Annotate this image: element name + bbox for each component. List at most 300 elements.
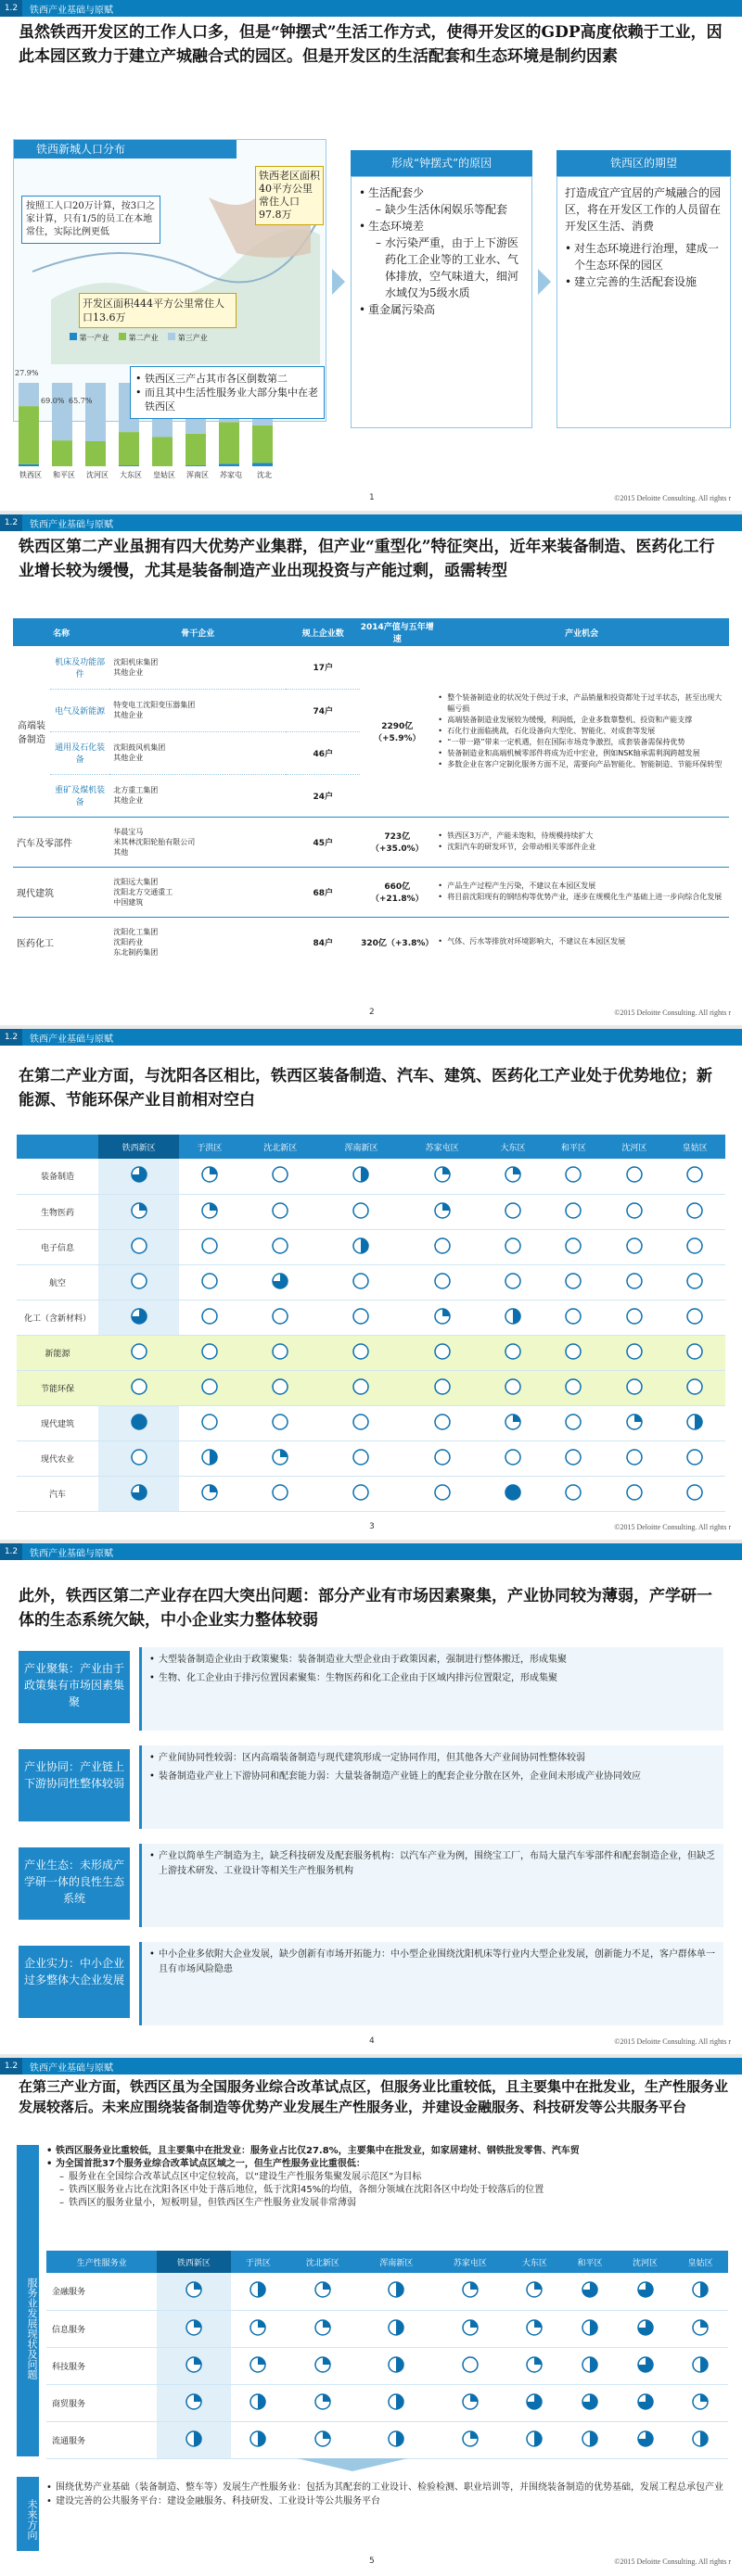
- matrix-cell: [321, 1370, 402, 1405]
- key-firms: 华晨宝马 米其林沈阳轮胎有限公司 其他: [113, 827, 196, 857]
- issue-row: [19, 1647, 723, 1736]
- harvey-ball-icon: [525, 2318, 544, 2337]
- matrix-cell: [482, 1229, 543, 1264]
- bar-segment: [85, 441, 106, 466]
- matrix-cell: [433, 2421, 506, 2458]
- matrix-cell: [402, 1335, 482, 1370]
- matrix-cell: [544, 1300, 604, 1335]
- slide-3: [0, 1029, 742, 1543]
- harvey-ball-icon: [352, 1272, 370, 1290]
- callout-old-district: 铁西老区面积40平方公里常住人口97.8万: [255, 166, 324, 225]
- matrix-cell: [665, 1440, 725, 1476]
- harvey-ball-icon: [504, 1448, 522, 1466]
- issue-body: [139, 1942, 723, 2025]
- harvey-ball-icon: [636, 2355, 655, 2374]
- harvey-ball-icon: [271, 1448, 289, 1466]
- reason-item: • 重金属污染高: [359, 301, 524, 318]
- harvey-ball-icon: [271, 1272, 289, 1290]
- reason-heading: 生活配套少: [368, 186, 425, 199]
- matrix-cell: [98, 1370, 179, 1405]
- table-row: [13, 817, 729, 867]
- harvey-ball-icon: [433, 1201, 452, 1220]
- harvey-ball-icon: [200, 1448, 219, 1466]
- matrix-cell: [544, 1476, 604, 1511]
- segment-name: 机床及功能部件: [55, 657, 106, 679]
- service-col-header: 和平区: [577, 2258, 603, 2268]
- matrix-cell: [98, 1159, 179, 1194]
- matrix-cell: [482, 1405, 543, 1440]
- harvey-ball-icon: [433, 1448, 452, 1466]
- issue-row: [19, 1844, 723, 1933]
- harvey-ball-icon: [685, 1237, 704, 1255]
- matrix-cell: [402, 1264, 482, 1300]
- slide-header-bar: [0, 1543, 742, 1560]
- harvey-ball-icon: [200, 1237, 219, 1255]
- harvey-ball-icon: [130, 1237, 148, 1255]
- matrix-cell: [360, 2273, 433, 2310]
- harvey-ball-icon: [691, 2392, 710, 2411]
- matrix-cell: [604, 1159, 664, 1194]
- matrix-cell: [240, 1370, 321, 1405]
- issue-label: 产业生态：未形成产学研一体的良性生态系统: [19, 1847, 130, 1920]
- map-header: 铁西新城人口分布: [14, 140, 237, 159]
- service-col-header: 于洪区: [245, 2258, 271, 2268]
- harvey-ball-icon: [433, 1307, 452, 1326]
- table-row: [17, 1405, 725, 1440]
- section-label: 铁西产业基础与原赋: [30, 6, 113, 16]
- data-label-0: 27.9%: [15, 369, 39, 377]
- harvey-ball-icon: [625, 1483, 644, 1502]
- harvey-ball-icon: [564, 1377, 582, 1396]
- harvey-ball-icon: [313, 2355, 332, 2374]
- matrix-cell: [321, 1229, 402, 1264]
- matrix-cell: [360, 2421, 433, 2458]
- bar-segment: [152, 438, 173, 467]
- arrow-icon: [332, 269, 345, 295]
- opportunity-item: • 产品生产过程产生污染，不建议在本园区发展: [438, 881, 725, 892]
- bar-segment: [219, 422, 239, 463]
- callout-commuters: 按照工人口20万计算，按3口之家计算，只有1/5的员工在本地常住，实际比例更低: [21, 196, 160, 244]
- table-row: [17, 1159, 725, 1194]
- harvey-ball-icon: [461, 2280, 480, 2299]
- matrix-cell: [402, 1229, 482, 1264]
- issue-bullet: • 产业以简单生产制造为主，缺乏科技研发及配套服务机构：以汽车产业为例，围绕宝工厂，布局大量汽车零部件和配套制造企业，但缺乏上游技术研发、工业设计等相关生产性服务机构: [149, 1849, 716, 1879]
- matrix-cell: [433, 2384, 506, 2421]
- matrix-cell: [433, 2310, 506, 2347]
- harvey-ball-icon: [504, 1307, 522, 1326]
- matrix-cell: [433, 2273, 506, 2310]
- harvey-ball-icon: [525, 2430, 544, 2448]
- harvey-ball-icon: [685, 1448, 704, 1466]
- matrix-cell: [240, 1300, 321, 1335]
- matrix-cell: [562, 2273, 618, 2310]
- opportunity-item: • 气体、污水等排放对环境影响大，不建议在本园区发展: [438, 936, 725, 947]
- harvey-ball-icon: [352, 1307, 370, 1326]
- key-firms: 特变电工沈阳变压器集团 其他企业: [113, 701, 196, 719]
- matrix-cell: [507, 2273, 563, 2310]
- firm-count: 74户: [313, 706, 334, 717]
- expectations-intro: 打造成宜产宜居的产城融合的园区，将在开发区工作的人员留在开发区生活、消费: [565, 186, 722, 233]
- service-col-header: 铁西新区: [157, 2251, 230, 2273]
- matrix-cell: [672, 2347, 728, 2384]
- harvey-ball-icon: [130, 1201, 148, 1220]
- harvey-ball-icon: [271, 1377, 289, 1396]
- matrix-cell: [665, 1194, 725, 1229]
- harvey-ball-icon: [185, 2318, 203, 2337]
- legend-swatch-primary: [70, 333, 77, 340]
- harvey-ball-icon: [525, 2355, 544, 2374]
- harvey-ball-icon: [271, 1483, 289, 1502]
- industry-table: [13, 618, 729, 967]
- bar-segment: [52, 383, 72, 440]
- harvey-ball-icon: [504, 1377, 522, 1396]
- category-label: 苏家屯: [220, 471, 242, 479]
- issue-bullet: • 产业间协同性较弱：区内高端装备制造与现代建筑形成一定协同作用，但其他各大产业间协同性整体较弱: [149, 1751, 716, 1766]
- matrix-cell: [665, 1229, 725, 1264]
- matrix-cell: [402, 1440, 482, 1476]
- harvey-ball-icon: [185, 2430, 203, 2448]
- matrix-cell: [482, 1194, 543, 1229]
- firm-count: 45户: [313, 838, 334, 848]
- page-number: 5: [369, 2557, 375, 2566]
- issues-list: [19, 1647, 723, 2040]
- harvey-ball-icon: [581, 2318, 599, 2337]
- district-header: 和平区: [560, 1143, 586, 1153]
- harvey-ball-icon: [433, 1342, 452, 1361]
- matrix-cell: [179, 1405, 239, 1440]
- harvey-ball-icon: [581, 2430, 599, 2448]
- district-header: 大东区: [500, 1143, 526, 1153]
- opportunities: [434, 867, 729, 917]
- bar-segment: [52, 440, 72, 466]
- harvey-ball-icon: [200, 1483, 219, 1502]
- harvey-ball-icon: [352, 1342, 370, 1361]
- reason-heading: 生态环境差: [368, 220, 425, 233]
- harvey-ball-icon: [433, 1413, 452, 1431]
- harvey-ball-icon: [271, 1165, 289, 1184]
- harvey-ball-icon: [504, 1165, 522, 1184]
- service-col-header: 生产性服务业: [76, 2258, 127, 2268]
- opportunity-item: • 整个装备制造业的状况处于供过于求，产品销量和投资都处于过半状态，甚至出现大幅亏损: [438, 692, 725, 715]
- harvey-ball-icon: [130, 1272, 148, 1290]
- harvey-ball-icon: [352, 1165, 370, 1184]
- table-row: [46, 2310, 728, 2347]
- chevron-down-icon: [297, 2458, 408, 2471]
- harvey-ball-icon: [200, 1307, 219, 1326]
- firm-count: 17户: [313, 664, 334, 674]
- slide-number: 1.2: [0, 1029, 22, 1046]
- harvey-ball-icon: [685, 1483, 704, 1502]
- opportunity-item: • 将目前沈阳现有的钢结构等优势产业，逐步在规模化生产基础上进一步向综合化发展: [438, 892, 725, 903]
- expectations-header: 铁西区的期望: [556, 150, 731, 176]
- table-row: [17, 1440, 725, 1476]
- table-row: [17, 1300, 725, 1335]
- matrix-cell: [604, 1405, 664, 1440]
- category-label: 大东区: [120, 471, 142, 479]
- matrix-cell: [360, 2310, 433, 2347]
- harvey-ball-icon: [387, 2318, 405, 2337]
- issue-label: 产业协同：产业链上下游协同性整体较弱: [19, 1749, 130, 1821]
- status-sub: – 铁西区服务业占比在沈阳各区中处于落后地位，低于沈阳45%的均值，各细分领域在沈阳各区中均处于较落后的位置: [59, 2184, 728, 2197]
- matrix-cell: [482, 1335, 543, 1370]
- harvey-ball-icon: [185, 2355, 203, 2374]
- harvey-ball-icon: [625, 1413, 644, 1431]
- matrix-cell: [321, 1335, 402, 1370]
- opportunity-item: • 沈阳汽车的研发环节，会带动相关零部件企业: [438, 842, 725, 853]
- issue-body: [139, 1844, 723, 1927]
- col-header: 规上企业数: [301, 628, 344, 639]
- copyright: ©2015 Deloitte Consulting. All rights r: [614, 1009, 731, 1017]
- harvey-ball-icon: [271, 1342, 289, 1361]
- matrix-cell: [562, 2310, 618, 2347]
- harvey-ball-icon: [691, 2430, 710, 2448]
- harvey-ball-icon: [200, 1201, 219, 1220]
- matrix-cell: [482, 1370, 543, 1405]
- matrix-cell: [286, 2347, 359, 2384]
- reason-sub: – 缺少生活休闲娱乐等配套: [376, 201, 524, 218]
- matrix-cell: [402, 1300, 482, 1335]
- matrix-cell: [665, 1405, 725, 1440]
- matrix-cell: [179, 1300, 239, 1335]
- matrix-cell: [98, 1335, 179, 1370]
- harvey-ball-icon: [685, 1413, 704, 1431]
- expectation-item: • 对生态环境进行治理，建成一个生态环保的园区: [565, 240, 723, 273]
- district-header: 浑南新区: [344, 1143, 378, 1153]
- matrix-cell: [240, 1405, 321, 1440]
- legend-swatch-tertiary: [168, 333, 175, 340]
- harvey-ball-icon: [249, 2430, 267, 2448]
- slide-number: 1.2: [0, 0, 22, 17]
- output-value: 320亿（+3.8%）: [361, 938, 434, 948]
- harvey-ball-icon: [352, 1201, 370, 1220]
- issue-body: [139, 1647, 723, 1731]
- bar-segment: [252, 463, 273, 466]
- harvey-ball-icon: [461, 2318, 480, 2337]
- matrix-cell: [240, 1159, 321, 1194]
- harvey-ball-icon: [564, 1448, 582, 1466]
- matrix-cell: [360, 2347, 433, 2384]
- col-header: 产业机会: [565, 628, 599, 639]
- harvey-ball-icon: [387, 2280, 405, 2299]
- harvey-ball-icon: [625, 1165, 644, 1184]
- group-name: 高端装备制造: [18, 720, 45, 745]
- status-item: • 为全国首批37个服务业综合改革试点区域之一，但生产性服务业比重很低：: [46, 2158, 728, 2171]
- slide-title: 在第三产业方面，铁西区虽为全国服务业综合改革试点区，但服务业比重较低，且主要集中在批发业，生产性服务业发展较落后。未来应围绕装备制造等优势产业发展生产性服务业，并建设金融服务、科技研发等公共服务平台: [19, 2078, 729, 2115]
- matrix-cell: [157, 2421, 230, 2458]
- matrix-cell: [286, 2384, 359, 2421]
- matrix-cell: [98, 1229, 179, 1264]
- district-header: 沈河区: [621, 1143, 647, 1153]
- table-row: [46, 2384, 728, 2421]
- slide-5: [0, 2058, 742, 2576]
- matrix-cell: [544, 1335, 604, 1370]
- col-header: 名称: [53, 628, 70, 639]
- matrix-cell: [482, 1476, 543, 1511]
- data-label-1: 69.0%: [41, 397, 65, 405]
- issue-bullet: • 中小企业多依附大企业发展，缺少创新有市场开拓能力：中小型企业围绕沈阳机床等行业内大型企业发展，创新能力不足，客户群体单一且有市场风险隐患: [149, 1948, 716, 1977]
- slide-header-bar: [0, 514, 742, 531]
- matrix-cell: [98, 1300, 179, 1335]
- category-label: 和平区: [53, 471, 75, 479]
- matrix-cell: [604, 1229, 664, 1264]
- segment-name: 汽车及零部件: [17, 838, 72, 849]
- output-value: 660亿（+21.8%）: [370, 882, 424, 904]
- matrix-cell: [402, 1194, 482, 1229]
- segment-name: 通用及石化装备: [55, 743, 106, 765]
- harvey-ball-icon: [352, 1413, 370, 1431]
- reasons-panel: [351, 150, 532, 428]
- matrix-cell: [98, 1476, 179, 1511]
- service-col-header: 浑南新区: [379, 2258, 414, 2268]
- col-header: 2014产值与五年增速: [360, 623, 434, 644]
- arrow-icon: [538, 269, 551, 295]
- note-box: [130, 366, 325, 419]
- matrix-cell: [240, 1476, 321, 1511]
- matrix-cell: [562, 2347, 618, 2384]
- service-label: 信息服务: [52, 2325, 86, 2335]
- section-label: 铁西产业基础与原赋: [30, 1549, 113, 1559]
- table-row: [46, 2421, 728, 2458]
- status-sub: – 服务业在全国综合改革试点区中定位较高，以“建设生产性服务集聚发展示范区”为目标: [59, 2171, 728, 2184]
- harvey-ball-icon: [504, 1413, 522, 1431]
- matrix-cell: [507, 2384, 563, 2421]
- industry-label: 现代建筑: [40, 1419, 74, 1429]
- opportunities: [434, 817, 729, 867]
- expectations-panel: [556, 150, 731, 428]
- harvey-ball-icon: [271, 1201, 289, 1220]
- table-row: [17, 1335, 725, 1370]
- harvey-ball-icon: [130, 1307, 148, 1326]
- matrix-cell: [360, 2384, 433, 2421]
- issue-body: [139, 1745, 723, 1829]
- matrix-cell: [672, 2384, 728, 2421]
- matrix-cell: [544, 1159, 604, 1194]
- harvey-ball-icon: [433, 1377, 452, 1396]
- matrix-cell: [402, 1159, 482, 1194]
- industry-label: 航空: [48, 1278, 66, 1288]
- industry-label: 装备制造: [40, 1173, 74, 1183]
- harvey-ball-icon: [525, 2392, 544, 2411]
- slide-title: 此外，铁西区第二产业存在四大突出问题：部分产业有市场因素聚集，产业协同较为薄弱，产学研一体的生态系统欠缺，中小企业实力整体较弱: [19, 1587, 712, 1630]
- matrix-cell: [321, 1264, 402, 1300]
- harvey-ball-icon: [504, 1483, 522, 1502]
- bar-segment: [252, 425, 273, 463]
- opportunities: [434, 646, 729, 817]
- harvey-ball-icon: [130, 1377, 148, 1396]
- harvey-ball-icon: [691, 2355, 710, 2374]
- harvey-ball-icon: [625, 1342, 644, 1361]
- bar-segment: [85, 383, 106, 441]
- copyright: ©2015 Deloitte Consulting. All rights r: [614, 2037, 731, 2046]
- service-label: 科技服务: [52, 2362, 86, 2372]
- slide-2: [0, 514, 742, 1029]
- matrix-cell: [562, 2384, 618, 2421]
- segment-name: 重矿及煤机装备: [55, 786, 106, 807]
- issue-row: [19, 1745, 723, 1834]
- harvey-ball-icon: [200, 1413, 219, 1431]
- matrix-cell: [482, 1300, 543, 1335]
- harvey-ball-icon: [433, 1165, 452, 1184]
- slide-title: 虽然铁西开发区的工作人口多，但是“钟摆式”生活工作方式，使得开发区的GDP高度依赖于工业，因此本园区致力于建立产城融合式的园区。但是开发区的生活配套和生态环境是制约因素: [19, 23, 723, 66]
- matrix-cell: [179, 1370, 239, 1405]
- matrix-cell: [604, 1440, 664, 1476]
- harvey-ball-icon: [636, 2430, 655, 2448]
- harvey-ball-icon: [249, 2392, 267, 2411]
- matrix-cell: [433, 2347, 506, 2384]
- harvey-ball-icon: [636, 2280, 655, 2299]
- harvey-ball-icon: [564, 1342, 582, 1361]
- expectations-body: [556, 176, 731, 428]
- page-number: 4: [369, 2037, 375, 2046]
- harvey-ball-icon: [636, 2392, 655, 2411]
- note-item: • 而且其中生活性服务业大部分集中在老铁西区: [135, 386, 319, 413]
- matrix-cell: [321, 1440, 402, 1476]
- matrix-cell: [482, 1159, 543, 1194]
- key-firms: 沈阳远大集团 沈阳北方交通重工 中国建筑: [113, 877, 173, 907]
- expectation-item: • 建立完善的生活配套设施: [565, 273, 723, 290]
- table-row: [17, 1264, 725, 1300]
- matrix-cell: [98, 1440, 179, 1476]
- harvey-ball-icon: [130, 1483, 148, 1502]
- matrix-cell: [240, 1440, 321, 1476]
- category-label: 浑南区: [186, 471, 209, 479]
- harvey-ball-icon: [564, 1272, 582, 1290]
- slide-number: 1.2: [0, 1543, 22, 1560]
- matrix-cell: [672, 2310, 728, 2347]
- harvey-ball-icon: [625, 1201, 644, 1220]
- legend-tertiary: 第三产业: [177, 334, 208, 342]
- chart-legend: [70, 333, 208, 343]
- harvey-ball-icon: [525, 2280, 544, 2299]
- harvey-ball-icon: [564, 1165, 582, 1184]
- matrix-cell: [562, 2421, 618, 2458]
- service-col-header: 皇姑区: [687, 2258, 713, 2268]
- matrix-cell: [507, 2347, 563, 2384]
- harvey-ball-icon: [625, 1307, 644, 1326]
- table-row: [17, 1370, 725, 1405]
- harvey-ball-icon: [433, 1483, 452, 1502]
- issue-row: [19, 1942, 723, 2031]
- bar-segment: [19, 383, 39, 406]
- harvey-ball-icon: [313, 2430, 332, 2448]
- harvey-ball-icon: [461, 2392, 480, 2411]
- legend-swatch-secondary: [119, 333, 126, 340]
- harvey-ball-icon: [130, 1342, 148, 1361]
- harvey-ball-icon: [249, 2355, 267, 2374]
- harvey-ball-icon: [564, 1307, 582, 1326]
- bar-segment: [219, 463, 239, 466]
- matrix-cell: [672, 2273, 728, 2310]
- page-number: 3: [369, 1522, 375, 1531]
- bar-segment: [19, 406, 39, 464]
- harvey-ball-icon: [581, 2280, 599, 2299]
- bar-segment: [119, 432, 139, 465]
- table-row: [17, 1194, 725, 1229]
- bar-segment: [19, 464, 39, 466]
- key-firms: 北方重工集团 其他企业: [113, 786, 159, 805]
- industry-label: 现代农业: [40, 1454, 74, 1465]
- matrix-cell: [321, 1405, 402, 1440]
- harvey-ball-icon: [581, 2392, 599, 2411]
- matrix-cell: [179, 1159, 239, 1194]
- issue-label: 企业实力：中小企业过多整体大企业发展: [19, 1946, 130, 2018]
- harvey-ball-icon: [691, 2318, 710, 2337]
- industry-label: 节能环保: [40, 1384, 74, 1394]
- status-item: • 铁西区服务业比重较低，且主要集中在批发业：服务业占比仅27.8%，主要集中在批发业，如家居建材、钢铁批发零售、汽车贸: [46, 2145, 728, 2158]
- harvey-ball-icon: [200, 1272, 219, 1290]
- harvey-ball-icon: [130, 1413, 148, 1431]
- district-header: 铁西新区: [98, 1135, 179, 1159]
